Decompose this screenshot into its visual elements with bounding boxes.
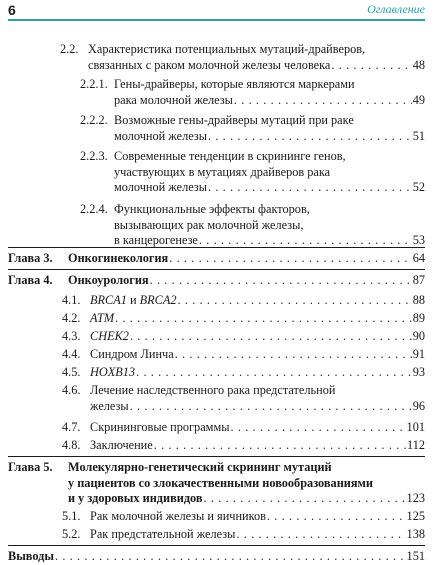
page-header: [8, 0, 425, 20]
toc-title-line: HOXB13: [90, 365, 136, 379]
toc-number: 2.2.: [60, 42, 79, 56]
toc-page: 101: [406, 420, 425, 434]
toc-number: 5.2.: [62, 527, 81, 541]
toc-number: Глава 3.: [8, 251, 53, 265]
toc-entry-5-2[interactable]: [62, 527, 425, 543]
toc-page: 123: [406, 491, 425, 506]
toc-number: 2.2.1.: [80, 77, 108, 91]
toc-title-line: Рак молочной железы и яичников: [90, 509, 266, 523]
toc-title-line: Синдром Линча: [90, 347, 174, 361]
toc-title-line: участвующих в мутациях драйверов рака: [114, 164, 331, 179]
toc-page: 125: [406, 509, 425, 523]
toc-title-line: Лечение наследственного рака предстательной: [90, 383, 336, 397]
toc-page: 96: [412, 398, 425, 413]
toc-entry-4-5[interactable]: [62, 365, 425, 381]
toc-page: 89: [412, 311, 425, 325]
toc-title-line: Функциональные эффекты факторов,: [114, 202, 310, 216]
toc-number: 4.3.: [62, 329, 81, 343]
toc-number: 4.1.: [62, 293, 81, 307]
toc-entry-4-1[interactable]: [62, 293, 425, 309]
section-divider: [8, 545, 425, 546]
toc-title-line: в канцерогенезе: [114, 233, 198, 248]
toc-number: 5.1.: [62, 509, 81, 523]
toc-title-line: CHEK2: [90, 329, 129, 343]
toc-entry-4-6[interactable]: [62, 383, 425, 414]
page-number: 6: [8, 2, 16, 18]
running-head: Оглавление: [367, 2, 425, 16]
toc-entry-chapter-4[interactable]: [8, 273, 425, 289]
toc-entry-2-2[interactable]: [60, 42, 425, 73]
toc-title-line: Заключение: [90, 438, 153, 452]
toc-number: Глава 4.: [8, 273, 53, 287]
toc-number: Глава 5.: [8, 460, 53, 474]
toc-title-line: рака молочной железы: [114, 92, 233, 107]
toc-title-line: Онкоурология: [68, 273, 149, 287]
toc-title-line: связанных с раком молочной железы человека: [88, 57, 331, 72]
toc-title-line: Молекулярно-генетический скрининг мутаций: [68, 460, 332, 474]
toc-page: 87: [412, 273, 425, 287]
toc-entry-4-4[interactable]: [62, 347, 425, 363]
toc-title-line: Рак предстательной железы: [90, 527, 236, 541]
toc-entry-5-1[interactable]: [62, 509, 425, 525]
toc-page: 90: [412, 329, 425, 343]
toc-title-line: молочной железы: [114, 128, 207, 143]
toc-title-line: Возможные гены-драйверы мутаций при раке: [114, 113, 354, 127]
toc-page: 52: [412, 180, 425, 195]
header-rule: [8, 19, 425, 21]
toc-page: 138: [406, 527, 425, 541]
toc-title-line: Онкогинекология: [68, 251, 169, 265]
toc-page: 91: [412, 347, 425, 361]
toc-entry-2-2-3[interactable]: [80, 149, 425, 196]
toc-title-line: Скрининговые программы: [90, 420, 230, 434]
toc-title-gene: BRCA2: [139, 293, 177, 307]
toc-page: 88: [412, 293, 425, 307]
toc-entry-4-7[interactable]: [62, 420, 425, 436]
toc-entry-2-2-1[interactable]: [80, 77, 425, 108]
toc-title-conjunction: и: [126, 293, 140, 307]
toc-page: 93: [412, 365, 425, 379]
toc-entry-4-3[interactable]: [62, 329, 425, 345]
toc-page: 151: [406, 549, 425, 563]
toc-number: 2.2.3.: [80, 149, 108, 163]
toc-entry-2-2-2[interactable]: [80, 113, 425, 144]
toc-title-gene: BRCA1: [90, 293, 127, 307]
toc-number: 4.4.: [62, 347, 81, 361]
toc-number: 2.2.4.: [80, 202, 108, 216]
section-divider: [8, 456, 425, 457]
toc-title-line: вызывающих рак молочной железы,: [114, 217, 304, 232]
toc-title-line: и у здоровых индивидов: [68, 491, 203, 506]
toc-number: 4.7.: [62, 420, 81, 434]
toc-title-line: у пациентов со злокачественными новообразованиями: [68, 475, 373, 490]
toc-entry-4-2[interactable]: [62, 311, 425, 327]
toc-page: 53: [412, 233, 425, 248]
toc-number: 4.5.: [62, 365, 81, 379]
toc-page: 64: [412, 251, 425, 265]
toc-title-line: Гены-драйверы, которые являются маркерами: [114, 77, 355, 91]
toc-number: 4.6.: [62, 383, 81, 397]
toc-number: 4.2.: [62, 311, 81, 325]
toc-title-line: молочной железы: [114, 180, 207, 195]
section-divider: [8, 247, 425, 248]
toc-title-line: ATM: [90, 311, 115, 325]
toc-title-line: Выводы: [8, 549, 54, 563]
toc-number: 2.2.2.: [80, 113, 108, 127]
toc-page: 112: [407, 438, 425, 452]
toc-number: 4.8.: [62, 438, 81, 452]
toc-entry-2-2-4[interactable]: [80, 202, 425, 249]
toc-entry-4-8[interactable]: [62, 438, 425, 454]
toc-title-line: железы: [90, 398, 129, 413]
toc-entry-conclusions[interactable]: [8, 549, 425, 565]
toc-page: 51: [412, 128, 425, 143]
toc-title-line: Современные тенденции в скрининге генов,: [114, 149, 346, 163]
toc-page: 49: [412, 92, 425, 107]
toc-entry-chapter-5[interactable]: [8, 460, 425, 507]
section-divider: [8, 269, 425, 270]
toc-title-line: Характеристика потенциальных мутаций-драйверов,: [88, 42, 366, 56]
toc-page: 48: [412, 57, 425, 72]
toc-entry-chapter-3[interactable]: [8, 251, 425, 267]
